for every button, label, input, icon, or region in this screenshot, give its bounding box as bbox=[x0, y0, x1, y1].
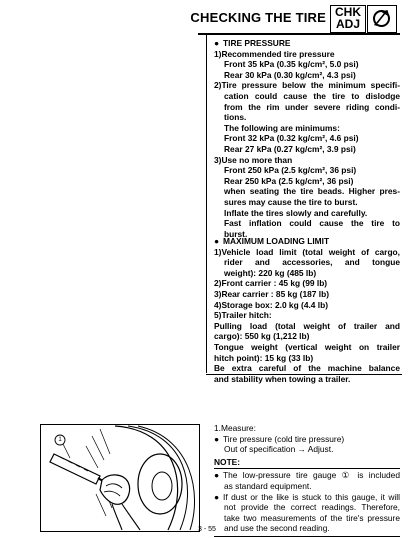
badge-line-2: ADJ bbox=[335, 17, 360, 31]
bullet-icon: ● bbox=[214, 470, 220, 481]
ml-item1-line: 1)Vehicle load limit (total weight of cargo, bbox=[214, 246, 400, 257]
badge-line-1: CHK bbox=[335, 5, 361, 19]
callout-number: 1 bbox=[58, 437, 62, 443]
note-line: If dust or the like is stuck to this gauge, it will bbox=[223, 491, 400, 502]
tire-pressure-section bbox=[214, 38, 400, 239]
ml-item5-line: Be extra careful of the machine balance bbox=[214, 363, 400, 374]
ml-item1-line: weight): 220 kg (485 lb) bbox=[224, 267, 317, 278]
tp-item3-line: Fast inflation could cause the tire to bbox=[224, 218, 400, 229]
ml-item5-line: and stability when towing a trailer. bbox=[214, 373, 351, 384]
header-rule bbox=[198, 33, 400, 35]
tire-pressure-heading: TIRE PRESSURE bbox=[223, 38, 291, 48]
tp-item2-line: 2)Tire pressure below the minimum specifi- bbox=[214, 80, 400, 91]
tp-item1-front: Front 35 kPa (0.35 kg/cm², 5.0 psi) bbox=[224, 59, 359, 70]
wrench-hand-icon bbox=[367, 5, 397, 33]
tp-item3-rear: Rear 250 kPa (2.5 kg/cm², 36 psi) bbox=[224, 175, 354, 186]
tp-item2-minimums: The following are minimums: bbox=[224, 122, 340, 133]
column-divider bbox=[206, 33, 207, 373]
note-end-rule bbox=[214, 536, 400, 537]
measure-step: 1.Measure: bbox=[214, 423, 256, 433]
max-load-heading: MAXIMUM LOADING LIMIT bbox=[223, 236, 330, 246]
tire-gauge-illustration bbox=[40, 424, 200, 532]
ml-item5: 5)Trailer hitch: bbox=[214, 310, 272, 321]
note-line: take two measurements of the tire's pressure bbox=[224, 512, 400, 523]
ml-item5-line: Pulling load (total weight of trailer and bbox=[214, 320, 400, 331]
bullet-icon: ● bbox=[214, 236, 220, 246]
page-number: 3 - 55 bbox=[198, 526, 216, 533]
chk-adj-badge bbox=[330, 5, 366, 33]
tp-item3-line: sures may cause the tire to burst. bbox=[224, 196, 358, 207]
note-line: The low-pressure tire gauge ① is included bbox=[223, 470, 400, 481]
bullet-icon: ● bbox=[214, 38, 220, 48]
ml-item5-line: Tongue weight (vertical weight on trailer bbox=[214, 341, 400, 352]
note-line: as standard equipment. bbox=[224, 480, 312, 491]
tp-item3-line: Inflate the tires slowly and carefully. bbox=[224, 207, 368, 218]
measure-section bbox=[214, 423, 400, 537]
ml-item3: 3)Rear carrier : 85 kg (187 lb) bbox=[214, 288, 329, 299]
page-title: CHECKING THE TIRE bbox=[190, 10, 326, 25]
section-separator bbox=[206, 374, 402, 375]
measure-bullet: Tire pressure (cold tire pressure) bbox=[223, 433, 345, 444]
tp-item3-line: burst. bbox=[224, 228, 248, 239]
ml-item4: 4)Storage box: 2.0 kg (4.4 lb) bbox=[214, 299, 329, 310]
bullet-icon: ● bbox=[214, 491, 220, 502]
ml-item1-line: rider and accessories, and tongue bbox=[224, 257, 400, 268]
ml-item2: 2)Front carrier : 45 kg (99 lb) bbox=[214, 278, 328, 289]
tp-item2-front: Front 32 kPa (0.32 kg/cm², 4.6 psi) bbox=[224, 133, 359, 144]
ml-item5-line: cargo): 550 kg (1,212 lb) bbox=[214, 331, 310, 342]
measure-spec: Out of specification → Adjust. bbox=[224, 444, 334, 455]
tp-item3-title: 3)Use no more than bbox=[214, 154, 293, 165]
ml-item5-line: hitch point): 15 kg (33 lb) bbox=[214, 352, 314, 363]
tp-item3-line: when seating the tire beads. Higher pres- bbox=[224, 186, 400, 197]
tp-item2-line: cation could cause the tire to dislodge bbox=[224, 90, 400, 101]
tp-item3-front: Front 250 kPa (2.5 kg/cm², 36 psi) bbox=[224, 165, 357, 176]
tp-item2-line: tions. bbox=[224, 112, 247, 123]
tp-item2-line: from the rim under severe riding condi- bbox=[224, 101, 400, 112]
max-load-section bbox=[214, 236, 400, 384]
note-line: and use the second reading. bbox=[224, 523, 330, 534]
note-line: not provide the correct readings. Therefore, bbox=[224, 502, 400, 513]
note-label: NOTE: bbox=[214, 456, 241, 467]
tp-item2-rear: Rear 27 kPa (0.27 kg/cm², 3.9 psi) bbox=[224, 143, 356, 154]
note-rule bbox=[214, 468, 400, 469]
tp-item1-title: 1)Recommended tire pressure bbox=[214, 48, 335, 59]
tp-item1-rear: Rear 30 kPa (0.30 kg/cm², 4.3 psi) bbox=[224, 69, 356, 80]
bullet-icon: ● bbox=[214, 433, 220, 444]
